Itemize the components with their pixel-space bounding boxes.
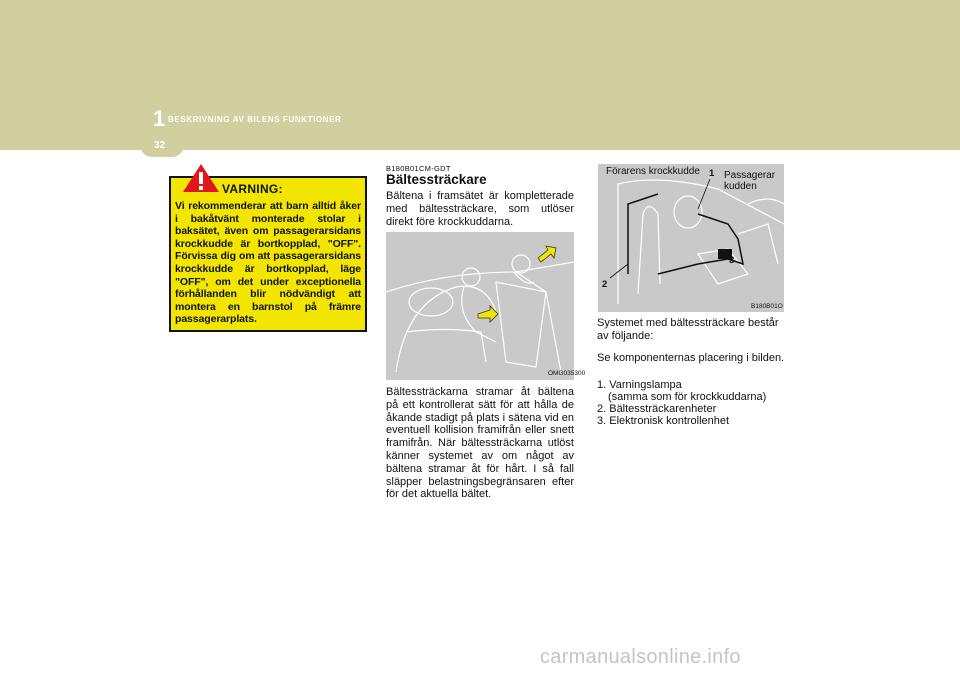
callout-number-3: 3	[729, 255, 735, 266]
list-item-1-sub: (samma som för krockkuddarna)	[608, 391, 767, 403]
exclamation-triangle-icon	[182, 163, 220, 193]
callout-driver-airbag: Förarens krockkudde	[606, 166, 700, 177]
section-title: Bältessträckare	[386, 172, 487, 187]
figure1-code: OMG035300	[548, 370, 586, 377]
chapter-number: 1	[153, 106, 166, 131]
warning-box	[169, 176, 367, 332]
warning-heading: VARNING:	[222, 182, 283, 196]
list-item-1: 1. Varningslampa	[597, 379, 682, 391]
list-item-2: 2. Bältessträckarenheter	[597, 403, 717, 415]
car-interior-illustration	[386, 232, 574, 380]
components-placement: Se komponenternas placering i bilden.	[597, 352, 785, 364]
components-intro: Systemet med bältessträckare består av följande:	[597, 317, 779, 342]
section-intro: Bältena i framsätet är kompletterade med bältessträckare, som utlöser direkt före krockkuddarna.	[386, 190, 574, 228]
figure2-code: B180B01O	[751, 303, 783, 310]
section-code: B180B01CM-GDT	[386, 164, 451, 173]
pretensioner-figure	[386, 232, 574, 380]
callout-number-1: 1	[709, 168, 715, 179]
callout-passenger-line1: Passagerar	[724, 170, 776, 181]
list-item-3: 3. Elektronisk kontrollenhet	[597, 415, 730, 427]
chapter-title: BESKRIVNING AV BILENS FUNKTIONER	[168, 115, 342, 124]
header-band	[0, 0, 960, 150]
section-description: Bältessträckarna stramar åt bältena på ett kontrollerat sätt för att hålla de åkande stadigt på plats i sätena vid en eventuell kollision framifrån eller snett framifrån. När bältessträckarna utlöst känner systemet av om något av bältena stramar åt för hårt. I så fall släpper belastningsbegränsaren efter för det aktuella bältet.	[386, 386, 574, 501]
callout-passenger-line2: kudden	[724, 181, 757, 192]
callout-number-2: 2	[602, 279, 608, 290]
page-number: 32	[154, 140, 166, 151]
warning-text: Vi rekommenderar att barn alltid åker i bakåtvänt monterade stolar i baksätet, även om passagerarsidans krockkudde är bortkopplad, "OFF". Förvissa dig om att passagerarsidans krockkudde är bortkopplad, läge "OFF", om det under exceptionella förhållanden blir nödvändigt att montera en barnstol på främre passagerarplats.	[175, 200, 361, 326]
watermark: carmanualsonline.info	[540, 646, 741, 668]
